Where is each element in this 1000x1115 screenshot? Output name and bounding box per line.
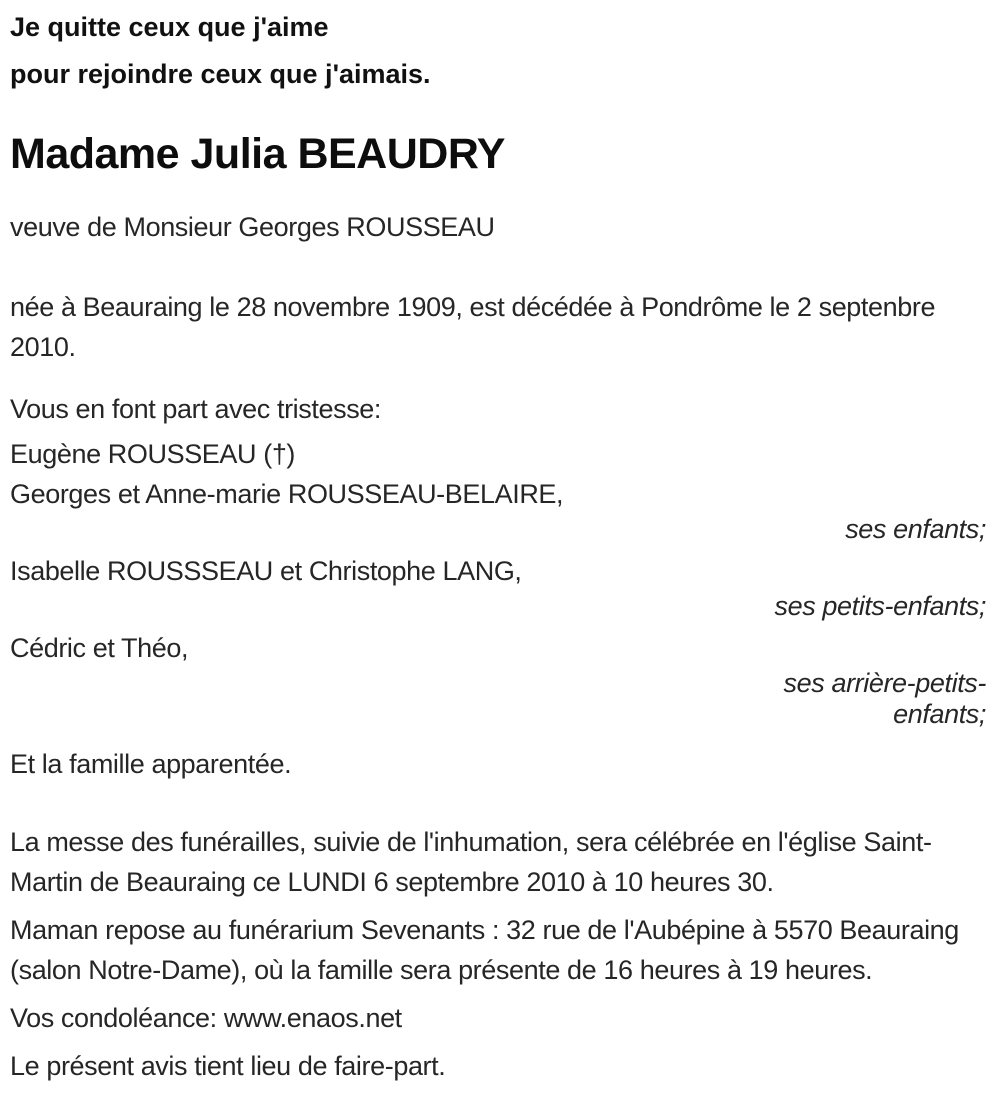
widow-of-line: veuve de Monsieur Georges ROUSSEAU	[10, 212, 495, 243]
family-closing-line: Et la famille apparentée.	[10, 749, 292, 780]
family-relation-label: ses petits-enfants;	[774, 591, 986, 622]
family-names: Isabelle ROUSSSEAU et Christophe LANG,	[10, 556, 522, 587]
ceremony-paragraph: La messe des funérailles, suivie de l'inhumation, sera célébrée en l'église Saint-Martin de Beauraing ce LUNDI 6 septembre 2010 à 10 heures 30.	[10, 827, 932, 898]
family-row	[10, 551, 986, 622]
family-names: Eugène ROUSSEAU (†)	[10, 439, 296, 470]
visitation-paragraph: Maman repose au funérarium Sevenants : 32 rue de l'Aubépine à 5570 Beauraing (salon Notre-Dame), où la famille sera présente de 16 heures à 19 heures.	[10, 915, 959, 986]
family-row	[10, 474, 986, 545]
epigraph-line-2: pour rejoindre ceux que j'aimais.	[10, 59, 431, 89]
family-row	[10, 434, 986, 474]
family-relation-label: ses enfants;	[845, 514, 986, 545]
announcement-intro: Vous en font part avec tristesse:	[10, 394, 382, 425]
condolences-label: Vos condoléance:	[10, 1003, 217, 1034]
family-list	[10, 434, 986, 730]
family-names: Georges et Anne-marie ROUSSEAU-BELAIRE,	[10, 479, 564, 510]
epigraph-line-1: Je quitte ceux que j'aime	[10, 12, 329, 42]
family-names: Cédric et Théo,	[10, 633, 189, 664]
legal-notice-line: Le présent avis tient lieu de faire-part.	[10, 1051, 446, 1082]
deceased-name: Madame Julia BEAUDRY	[10, 130, 505, 178]
family-row	[10, 628, 986, 730]
family-relation-label: ses arrière-petits-enfants;	[783, 668, 986, 730]
birth-death-line: née à Beauraing le 28 novembre 1909, est décédée à Pondrôme le 2 septenbre 2010.	[10, 292, 936, 363]
condolences-url[interactable]: www.enaos.net	[223, 1003, 402, 1034]
condolences-line	[10, 998, 978, 1038]
